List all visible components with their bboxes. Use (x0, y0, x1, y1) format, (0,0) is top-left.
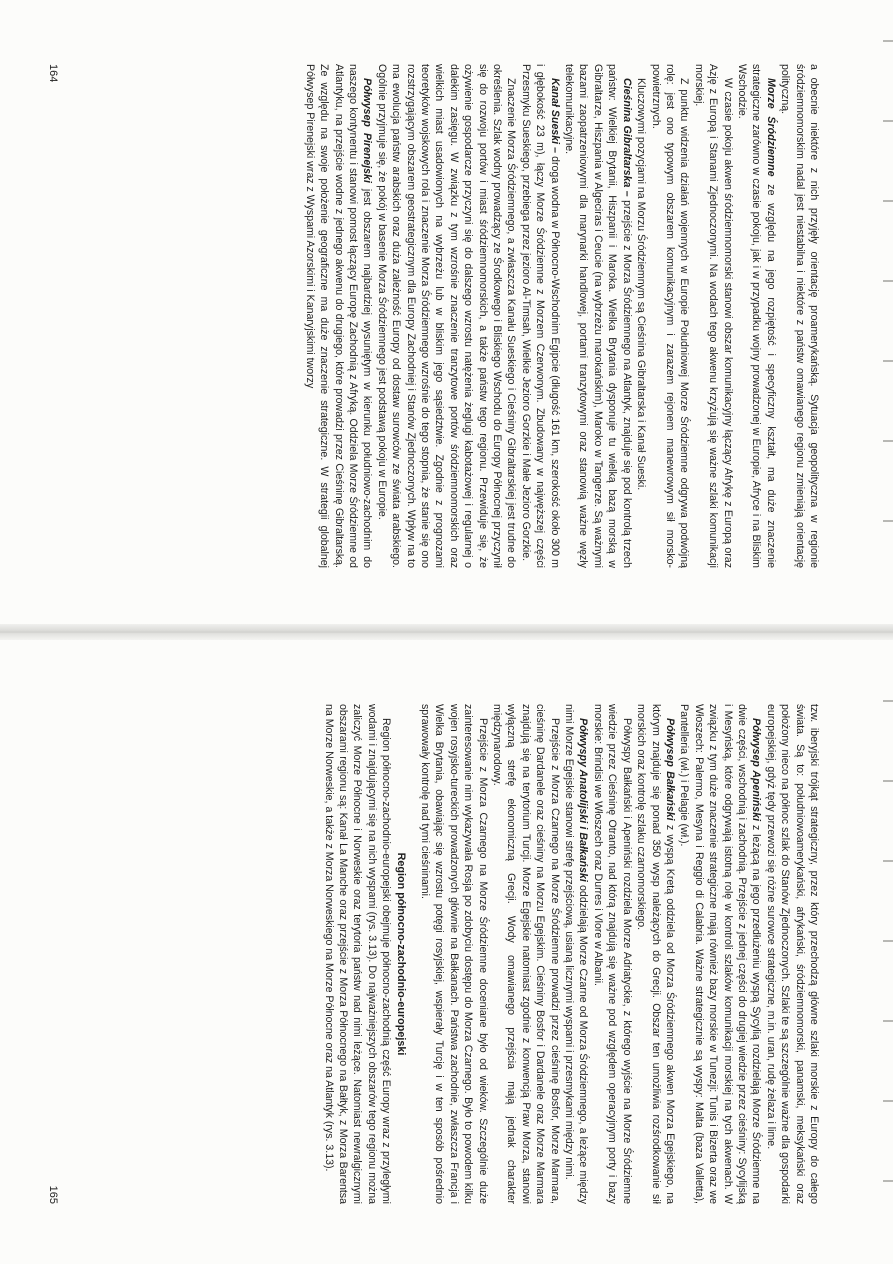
paragraph-text: Kluczowymi pozycjami na Morzu Śródziemnym są Cieśnina Gibraltarska i Kanał Sueski. (635, 78, 648, 491)
paragraph-lead-term: Półwyspy Anatolijski i Bałkański (577, 718, 590, 882)
paragraph-text: Przejście z Morza Czarnego na Morze Śródziemne doceniane było od wieków. Szczególnie duże zainteresowanie nim wykazywała Rosja po zdobyciu dostępu do Morza Czarnego. Było to powodem kilku wojen rosyjsko-tureckich prowadzonych głównie na Bałkanach. Państwa zachodnie, zwłaszcza Francja i Wielka Brytania, obawiając się wzrostu potęgi rosyjskiej, wspierały Turcję i w ten sposób pośrednio sprawowały kontrolę nad tymi cieśninami. (419, 704, 489, 1204)
paragraph (562, 704, 591, 1204)
paragraph (374, 64, 518, 568)
paragraph (634, 704, 677, 1204)
paragraph-lead-term: Półwysep Apeniński (750, 718, 763, 822)
paragraph-lead-term: Cieśnina Gibraltarska – (620, 78, 633, 197)
paragraph-text: Z punktu widzenia działań wojennych w Europie Południowej Morze Śródziemne odgrywa podwójną rolę: jest ono typowym obszarem komunikacyjnym i zarazem rejonem manewrowym sił morsko-powietrznych. (649, 64, 691, 568)
paragraph-text: Przejście z Morza Czarnego na Morze Śródziemne prowadzi przez cieśninę Bosfor, Morze Marmara, cieśninę Dardanele oraz cieśniny na Morzu Egejskim. Cieśniny Bosfor i Dardanele oraz Morze Marmara znajdują się na terytorium Turcji. Morze Egejskie natomiast zgodnie z konwencją Praw Morza, stanowi wyłączną strefę ekonomiczną Grecji. Wody omawianego przejścia mają jednak charakter międzynarodowy. (491, 704, 561, 1204)
paragraph-text: droga wodna w Północno-Wschodnim Egipcie (długość 161 km, szerokość około 300 m i głębokość 23 m), łączy Morze Śródziemne z Morzem Czerwonym. Zbudowany w najwęższej części Przesmyku Sueskiego, przebiega przez jezioro Al-Timsah, Wielkie Jezioro Gorzkie i Małe Jezioro Gorzkie. (519, 64, 561, 568)
paragraph (778, 64, 821, 568)
right-page-number: 165 (47, 1185, 60, 1204)
paragraph-text: przejście z Morza Śródziemnego na Atlantyk, znajduje się pod kontrolą trzech państw: Wielkiej Brytanii, Hiszpanii i Maroka. Wielka Brytania dysponuje tu wielką bazą morską w Gibraltarze, Hiszpania w Algeciras i Ceucie (na wybrzeżu marokańskim), Maroko w Tangerze. Są ważnymi bazami zaopatrzeniowymi dla marynarki handlowej, portami tranzytowymi oraz stanowią ważne węzły telekomunikacyjne. (563, 64, 633, 568)
paragraph (490, 704, 562, 1204)
paragraph (648, 64, 691, 568)
paragraph-text: oddzielają Morze Czarne od Morza Śródziemnego, a leżące między nimi Morze Egejskie stanowi strefę przejściową, usianą licznymi wyspami i przesmykami między nimi. (563, 704, 590, 1204)
paragraph (321, 704, 393, 1204)
paragraph (763, 704, 821, 1204)
paragraph-text: ze względu na jego rozpiętość i specyficzny kształt, ma duże znaczenie strategiczne zarówno w czasie pokoju, jak i w przypadku wojny prowadzonej w Europie, Afryce i na Bliskim Wschodzie. (735, 64, 777, 568)
left-page-number: 164 (47, 64, 60, 83)
paragraph-text: z leżącą na jego przedłużeniu wyspą Sycylią rozdzielają Morze Śródziemne na dwie części, wschodnią i zachodnią. Przejście z jednej części do drugiej wiedzie przez cieśniny: Sycylijską i Mesyńską, które odgrywają istotną rolę w kontroli szlaków komunikacji morskiej na tych akwenach. W związku z tym duże znaczenie strategiczne mają również bazy morskie w Tunezji: Tunis i Bizerta oraz we Włoszech: Palermo, Mesyna i Reggio di Calabria. Ważne strategicznie są wyspy: Malta (baza Valletta), Pantelleria (wł.) i Pelagie (wł.). (678, 704, 763, 1204)
paragraph (691, 64, 734, 568)
right-section-body (321, 704, 393, 1204)
right-page (0, 632, 893, 1264)
paragraph (591, 704, 634, 1204)
paragraph-lead-term: Półwysep Pirenejski (361, 78, 374, 183)
paragraph-text: a obecnie niektóre z nich przyjęły orientację proamerykańską. Sytuacja geopolityczna w regionie śródziemnomorskim nadal jest niestabilna i niektóre z państw omawianego regionu zmieniają orientację polityczną. (779, 64, 820, 568)
paragraph (302, 64, 374, 568)
paragraph-text: jest obszarem najbardziej wysuniętym w kierunku południowo-zachodnim do naszego kontynentu i stanowi pomost łączący Europę Zachodnią z Afryką. Oddziela Morze Śródziemne od Atlantyku, na przejście wodne z jednego akwenu do drugiego, które prowadzi przez Cieśninę Gibraltarską. Ze względu na swoje położenie geograficzne ma duże znaczenie strategiczne. W strategii globalnej Półwysep Pirenejski wraz z Wyspami Azorskimi i Kanaryjskimi tworzy (303, 64, 374, 568)
paragraph-text: Region północno-zachodnio-europejski obejmuje północno-zachodnią część Europy wraz z przyległymi wodami i znajdującymi się na nich wyspami (rys. 3.13). Do najważniejszych obszarów tego regionu można zaliczyć Morze Północne i Norweskie oraz terytoria państw nad nimi leżące. Natomiast newralgicznymi obszarami regionu są: Kanał La Manche oraz przejście z Morza Północnego na Bałtyk, z Morza Barentsa na Morze Norweskie, a także z Morza Norweskiego na Morze Północne oraz na Atlantyk (rys. 3.13). (322, 704, 393, 1204)
paragraph (634, 64, 648, 568)
paragraph (735, 64, 778, 568)
paragraph-lead-term: Półwysep Bałkański (663, 718, 676, 821)
paragraph-lead-term: Kanał Sueski – (548, 78, 561, 154)
left-page-body (302, 64, 821, 568)
paragraph (518, 64, 561, 568)
paragraph-text: W czasie pokoju akwen śródziemnomorski stanowi obszar komunikacyjny łączący Afrykę z Europą oraz Azję z Europą i Stanami Zjednoczonymi. Na wodach tego akwenu krzyżują się ważne szlaki komunikacji morskiej. (692, 64, 734, 568)
paragraph-lead-term: Morze Śródziemne (764, 78, 777, 177)
paragraph-text: tzw. iberyjski trójkąt strategiczny, przez który przechodzą główne szlaki morskie z Europy do całego świata. Są to: południowoamerykański, afrykański, śródziemnomorski, panamski, meksykański oraz położony nieco na północ szlak do Stanów Zjednoczonych. Szlaki te są szczególnie ważne dla gospodarki europejskiej, gdyż tędy przewozi się różne surowce strategiczne, m.in. uran, rudę żelaza i lime. (764, 704, 820, 1204)
right-page-body (418, 704, 821, 1204)
paragraph (418, 704, 490, 1204)
section-heading: Region północno-zachodnio-europejski (394, 852, 407, 1056)
paragraph (677, 704, 763, 1204)
paragraph (562, 64, 634, 568)
paragraph-text: z wyspą Kretą oddziela od Morza Śródziemnego akwen Morza Egejskiego, na którym znajduje się ponad 350 wysp należących do Grecji. Obszar ten umożliwia rozśrodkowanie sił morskich oraz kontrolę szlaku czarnomorskiego. (635, 704, 676, 1204)
paragraph-text: Znaczenie Morza Śródziemnego, a zwłaszcza Kanału Sueskiego i Cieśniny Gibraltarskiej jest trudne do określenia. Szlak wodny prowadzący ze Środkowego i Bliskiego Wschodu do Europy Północnej przyczynił się do rozwoju portów i miast śródziemnomorskich, a także państw tego regionu. Przewiduje się, że ożywienie gospodarcze przyczyni się do dalszego wzrostu natężenia żeglugi kabotażowej i regularnej o dalekim zasięgu. W związku z tym wzrośnie znaczenie tranzytowe portów śródziemnomorskich oraz wielkich miast usadowionych na wybrzeżu lub w bliskim jego sąsiedztwie. Zgodnie z prognozami teoretyków wojskowych rola i znaczenie Morza Śródziemnego wzrośnie do tego stopnia, że stanie się ono rozstrzygającym obszarem geostrategicznym dla Europy Zachodniej i Stanów Zjednoczonych. Wpływ na to ma ewolucja państw arabskich oraz duża zależność Europy od dostaw surowców ze świata arabskiego. Ogólnie przyjmuje się, że pokój w basenie Morza Śródziemnego jest podstawą pokoju w Europie. (375, 64, 518, 568)
paragraph-text: Półwyspy Bałkański i Apeniński rozdziela Morze Adriatyckie, z którego wyjście na Morze Śródziemne wiedzie przez Cieśninę Otranto, nad którą znajdują się ważne pod względem operacyjnym porty i bazy morskie: Brindisi we Włoszech oraz Durres i Vlore w Albanii. (591, 704, 633, 1204)
